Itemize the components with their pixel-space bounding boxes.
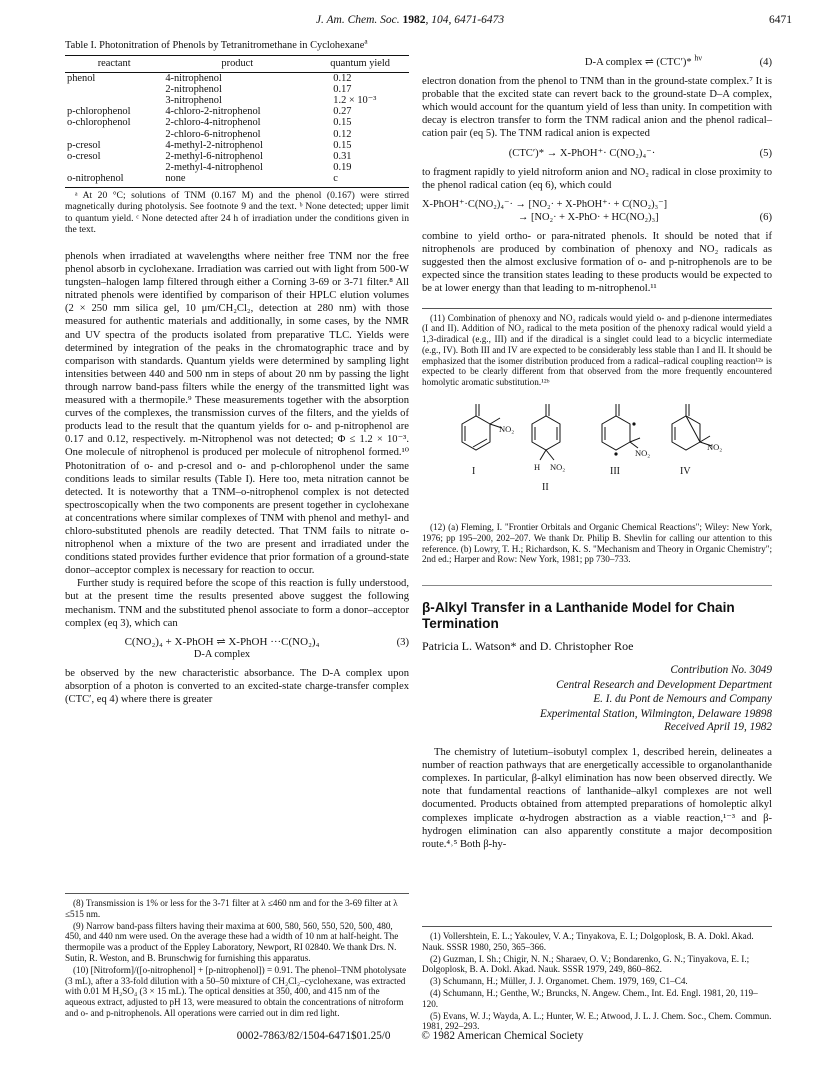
group-label: NO₂ [707,442,723,453]
ring-IV [672,416,700,450]
table-row: 2-methyl-4-nitrophenol 0.19 [165,162,352,174]
left-footnotes [65,893,409,1020]
equation-number: (6) [759,211,772,223]
copyright: © 1982 American Chemical Society [421,1030,584,1042]
article-body: The chemistry of lutetium–isobutyl complex 1, described herein, delineates a number of reaction pathways that are energetically accessible to organolanthanide complexes. In particular, β-alkyl elimination has now been observed directly. We note that fundamental reactions of lanthanide–alkyl complexes are not well documented. Products obtained from attempted preparations of homoleptic alkyl complexes implicate α-hydrogen abstraction as a viable reaction,¹⁻³ and β-hydrogen elimination can also apparently constitute a major decomposition route.⁴˒⁵ Both β-hy- [422,747,772,850]
journal-name: J. Am. Chem. Soc. [315,14,400,26]
group-label: NO₂ [550,462,566,473]
company: E. I. du Pont de Nemours and Company [593,693,772,706]
dienone-structures [442,394,742,512]
journal-pages: 6471-6473 [454,14,505,26]
equation-number: (5) [759,147,772,159]
compound-label-III: III [610,466,620,478]
col-header-product: product [163,56,311,72]
equation-5 [422,147,772,160]
compound-label-II: II [542,482,549,494]
page-footer [0,1030,820,1042]
footnote-10: (10) [Nitroform]/([o-nitrophenol] + [p-nitrophenol]) = 0.91. The phenol–TNM photolysate (3 mL), after a 33-fold dilution with a 50–50 mixture of CH₂Cl₂–cyclohexane, was extracted with 0.01 M H₂SO₄ (3 × 15 mL). The optical densities at 350, 400, and 415 nm of the aqueous extract, adjusted to pH 13, were measured to obtain the concentrations of nitroform and o- and p-nitrophenols. All operations were carried out in dim red light. [65,964,407,1018]
left-column [65,37,409,706]
table-row: o-cresol 2-methyl-6-nitrophenol 0.31 [67,151,352,163]
article-title: β-Alkyl Transfer in a Lanthanide Model for Chain Termination [422,600,735,632]
running-head [0,14,820,30]
equation-number: (4) [759,57,772,68]
body-paragraph: phenols when irradiated at wavelengths where neither free TNM nor the free phenol absorb in cyclohexane. Irradiation was carried out with light from 500-W tungsten–halogen lamp filtered through either a Corning 3-69 or 3-71 filter.⁸ All nitrated phenols were identified by comparison of their HPLC elution volumes (2 × 250 mm silica gel, 10 μm/CH₂Cl₂, detection at 280 nm) with those measured for authentic materials and additionally, in some cases, by the NMR and UV spectra of the products isolated from preparative TLC. Yields were determined by integration of the peaks in the chromatographic trace and by comparison with standards. Quantum yields were determined by sampling light intensities between 440 and 500 nm in steps of about 20 nm by passing the light through narrow band-pass filters while the energy of the transmitted light was measured with a thermopile.⁹ These measurements together with the absorption curves of the complexes, the transmission curves of the filters, and the yields of products lead to the result that the quantum yields for o- and p-nitrophenol are 0.17 and 0.12, respectively. m-Nitrophenol was not detected; Φ ≤ 1.2 × 10⁻³. One molecule of nitrophenol is produced per molecule of nitrophenol formed.¹⁰ Photonitration of o- and p-cresol and o- and p-chlorophenol under the same conditions leads to similar results (Table I). Here too, meta nitration cannot be detected. It is noteworthy that a TNM–o-nitrophenol complex is not detected spectroscopically when the two components are present together in cyclohexane at concentrations where similar complexes of TNM with phenol and methyl- and chloro-substituted phenols are readily detected. That TNM fails to nitrate o-nitrophenol when a mixture of the two are present and irradiated under the conditions stated provides further evidence that prior formation of a ground-state donor–acceptor complex is necessary for reaction to occur. [65,251,409,577]
group-label: NO₂ [499,424,515,435]
equation-4 [422,53,772,69]
table-row: o-nitrophenol none c [65,173,409,187]
article-authors: Patricia L. Watson* and D. Christopher Roe [422,639,634,654]
body-paragraph: combine to yield ortho- or para-nitrated phenols. It should be noted that if nitrophenols are produced by combination of phenoxy and NO₂ radicals as suggested then the almost exclusive formation of o- and p-nitrophenols are to be expected since the transition states leading to these products would be expected to be at lower energy than that leading to m-nitrophenol.¹¹ [422,231,772,295]
footnote-1: (1) Vollershtein, E. L.; Yakoulev, V. A.; Tinyakova, E. I.; Dolgoplosk, B. A. Dokl. Akad. Nauk. SSSR 1980, 250, 365–366. [422,931,754,952]
table-caption: Table I. Photonitration of Phenols by Tetranitromethane in Cyclohexane$^a$ [65,37,368,51]
compound-label-I: I [472,466,476,478]
equation-annotation: D-A complex [193,648,251,660]
equation-6 [422,198,772,224]
table-row: o-chlorophenol 2-chloro-4-nitrophenol 0.15 [67,117,352,129]
table-row: p-cresol 4-methyl-2-nitrophenol 0.15 [67,139,352,151]
body-paragraph: Further study is required before the scope of this reaction is fully understood, but at the present time the results presented above suggest the following mechanism. TNM and the substituted phenol associate to form a donor–acceptor complex (eq 3), which can [65,578,409,629]
table-row: p-chlorophenol 4-chloro-2-nitrophenol 0.27 [67,106,352,118]
journal-citation: J. Am. Chem. Soc. 1982, 104, 6471-6473 [315,14,505,26]
footnote-2: (2) Guzman, I. Sh.; Chigir, N. N.; Sharaev, O. V.; Bondarenko, G. N.; Tinyakova, E. I.; Dolgoplosk, B. A. Dokl. Akad. Nauk. SSSR 1979, 249, 860–862. [422,953,750,975]
table-footnotes: ᵃ At 20 °C; solutions of TNM (0.167 M) and the phenol (0.167) were stirred magnetically during photolysis. See footnote 9 and the text. ᵇ None detected; upper limit to quantum yield. ᶜ None detected after 24 h of irradiation under the conditions given in the text. [65,189,409,236]
journal-volume: 104 [431,14,449,26]
group-label: H [534,462,541,473]
station: Experimental Station, Wilmington, Delaware 19898 [539,707,772,720]
footnote-9: (9) Narrow band-pass filters having their maxima at 600, 580, 560, 550, 520, 500, 480, 450, and 440 nm were used. On the average these had a width of 10 nm at half-height. The thermopile was a product of the Eppley Laboratory, Newport, RI 02840. We thank Drs. N. Sutin, R. Weston, and B. Brunschwig for furnishing this apparatus. [65,920,399,963]
equation-body: D-A complex ⇌ (CTC′)* [584,57,692,68]
journal-year: 1982 [402,14,426,26]
article-code: 0002-7863/82/1504-6471$01.25/0 [236,1030,391,1042]
body-paragraph: to fragment rapidly to yield nitroform anion and NO₂ radical in close proximity to the phenol radical cation (eq 6), which could [422,166,772,191]
contribution-number: Contribution No. 3049 [670,664,772,677]
received-date: Received April 19, 1982 [664,720,772,733]
equation-line: → [NO₂· + X-PhO· + HC(NO₂)₃] [518,211,659,223]
ring-III [602,416,630,450]
ring-II [532,416,560,450]
right-column [422,40,772,851]
equation-body: C(NO₂)₄ + X-PhOH ⇌ X-PhOH ···C(NO₂)₄ [124,635,320,648]
equation-hv-label: hν [694,53,702,63]
table-row: 2-nitrophenol 0.17 [165,83,352,95]
equation-line: X-PhOH⁺·C(NO₂)₄⁻· → [NO₂· + X-PhOH⁺· + C(NO₂)₃⁻] [422,198,668,210]
footnote-3: (3) Schumann, H.; Müller, J. J. Organomet. Chem. 1979, 169, C1–C4. [430,976,688,987]
footnote-8: (8) Transmission is 1% or less for the 3-71 filter at λ ≤460 nm and for the 3-69 filter at λ ≤515 nm. [65,898,398,919]
footnote-5: (5) Evans, W. J.; Wayda, A. L.; Hunter, W. E.; Atwood, J. L. J. Chem. Soc., Chem. Commun. 1981, 292–293. [422,1010,772,1032]
right-footnotes [422,926,772,1033]
affiliation [422,663,772,721]
table-row: 2-chloro-6-nitrophenol 0.12 [165,128,352,140]
equation-3 [65,636,409,661]
table-row: 3-nitrophenol 1.2 × 10⁻³ [165,95,377,107]
department: Central Research and Development Department [556,678,772,691]
group-label: NO₂ [635,448,651,459]
body-paragraph: be observed by the new characteristic absorbance. The D-A complex upon absorption of a photon is converted to an excited-state charge-transfer complex (CTC′, eq 4) where there is greater [65,667,409,706]
compound-label-IV: IV [680,466,691,478]
col-header-quantum-yield: quantum yield [311,56,409,72]
chemical-structures [422,394,772,514]
equation-number: (3) [396,636,409,648]
body-paragraph: electron donation from the phenol to TNM than in the ground-state complex.⁷ It is probable that the excited state can revert back to the ground-state D–A complex, which would account for the quantum yield of less than unity. In competition with decay is electron transfer to form the TNM radical anion and the phenol radical–cation pair (eq 5). The TNM radical anion is expected [422,76,772,140]
col-header-reactant: reactant [65,56,163,72]
equation-body: (CTC′)* → X-PhOH⁺· C(NO₂)₄⁻· [508,147,656,159]
page-number: 6471 [769,14,792,26]
table-row: phenol 4-nitrophenol 0.12 [67,72,352,84]
footnote-12: (12) (a) Fleming, I. "Frontier Orbitals and Organic Chemical Reactions"; Wiley: New York, 1976; pp 195–200, 202–207. We thank Dr. Philip B. Shevlin for calling our attention to this reference. (b) Lowry, T. H.; Richardson, K. S. "Mechanism and Theory in Organic Chemistry"; 2nd ed.; Harper and Row: New York, 1981; pp 730–733. [422,522,772,565]
section-divider [422,585,772,586]
footnote-4: (4) Schumann, H.; Genthe, W.; Bruncks, N. Angew. Chem., Int. Ed. Engl. 1981, 20, 119–120. [422,987,758,1009]
footnote-11: (11) Combination of phenoxy and NO₂ radicals would yield o- and p-dienone intermediates (I and II). Addition of NO₂ radical to the meta position of the phenoxy radical would yield a 1,3-diradical (e.g., III) and if the diradical is a singlet could lead to a bicyclic intermediate (e.g., IV). Both III and IV are expected to be considerably less stable than I and II. It should be emphasized that the isomer distribution produced from a radical–radical coupling reaction¹²ᵃ is expected to be clearly different from that observed from the more frequently encountered homolytic aromatic substitution.¹²ᵇ [422,308,772,389]
photonitration-table [65,55,409,187]
